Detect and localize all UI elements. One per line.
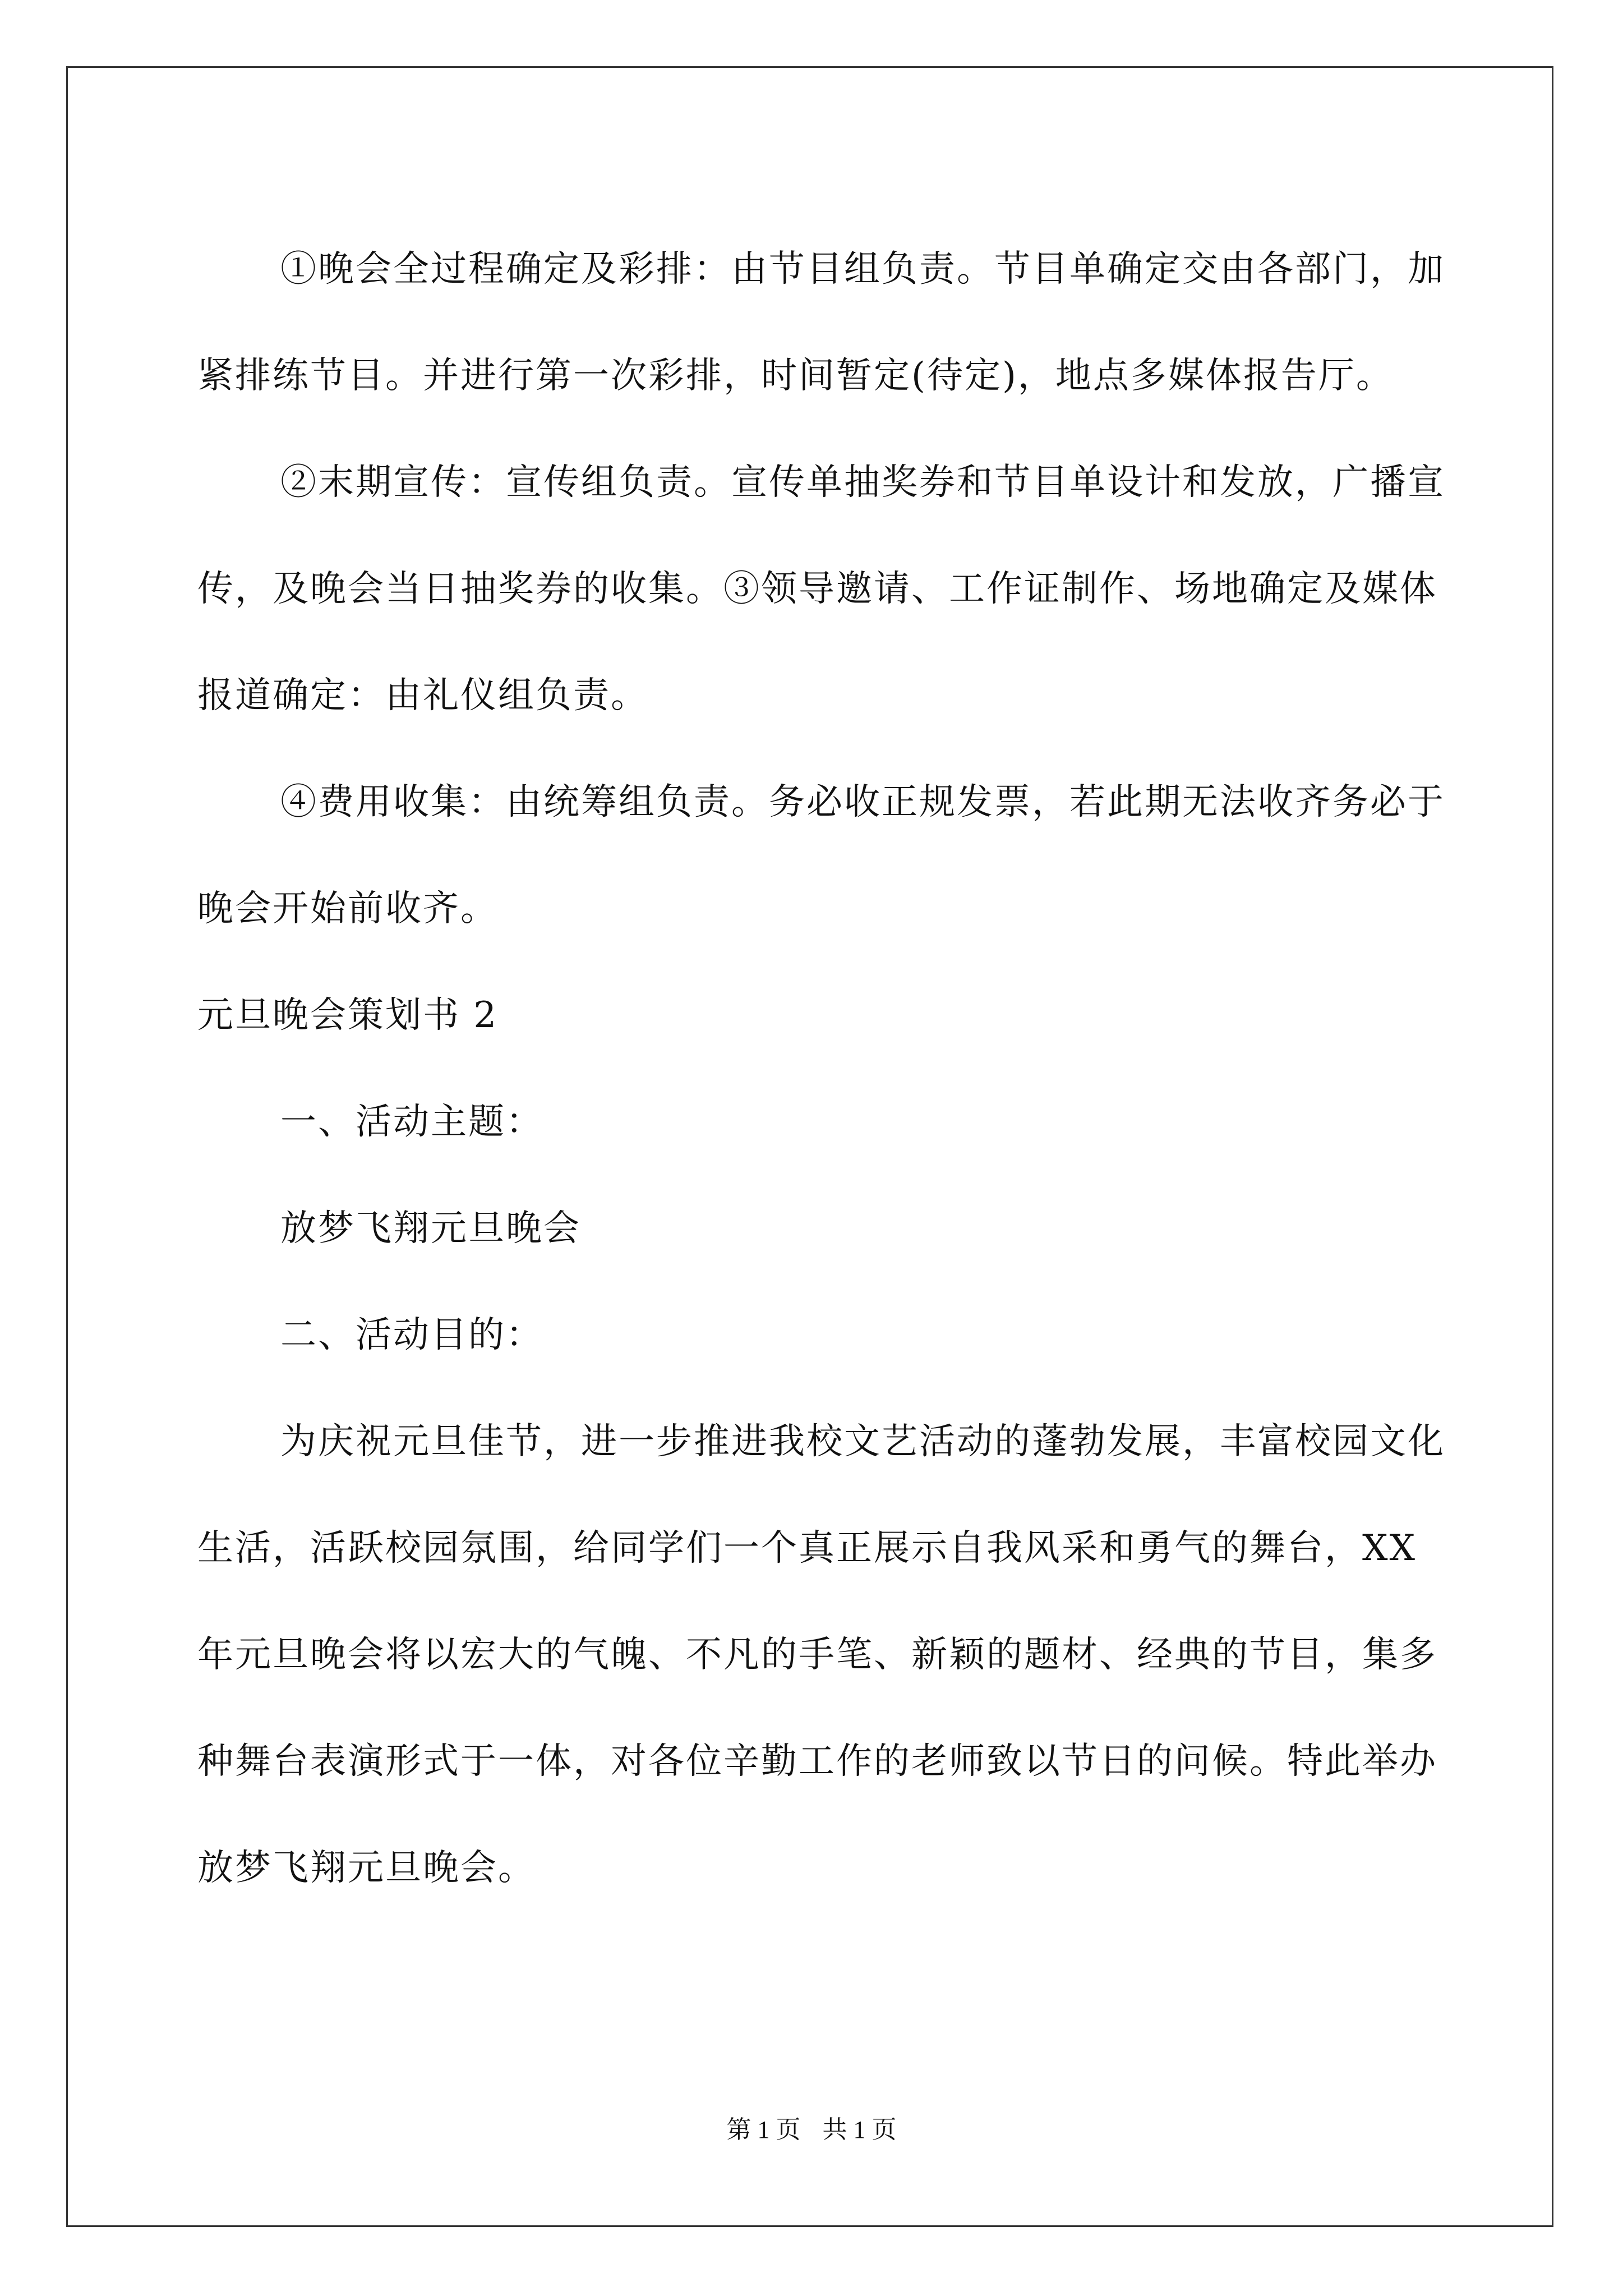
item-purpose-heading: 二、活动目的： <box>280 1314 543 1356</box>
item-theme-value: 放梦飞翔元旦晚会 <box>280 1208 581 1249</box>
page-number: 第 1 页 <box>726 2116 801 2143</box>
paragraph-rehearsal: ①晚会全过程确定及彩排：由节目组负责。节目单确定交由各部门，加紧排练节目。并进行第一次彩排，时间暂定(待定)，地点多媒体报告厅。 <box>197 249 1445 397</box>
section-title: 元旦晚会策划书 2 <box>197 995 499 1036</box>
paragraph-publicity: ②末期宣传：宣传组负责。宣传单抽奖券和节目单设计和发放，广播宣传，及晚会当日抽奖券的收集。③领导邀请、工作证制作、场地确定及媒体报道确定：由礼仪组负责。 <box>197 462 1445 716</box>
item-purpose-body: 为庆祝元旦佳节，进一步推进我校文艺活动的蓬勃发展，丰富校园文化生活，活跃校园氛围，给同学们一个真正展示自我风采和勇气的舞台，XX 年元旦晚会将以宏大的气魄、不凡的手笔、新颖的题材、经典的节目，集多种舞台表演形式于一体，对各位辛勤工作的老师致以节日的问候。特此举办放梦飞翔元旦晚会。 <box>197 1421 1445 1889</box>
paragraph-expenses: ④费用收集：由统筹组负责。务必收正规发票，若此期无法收齐务必于晚会开始前收齐。 <box>197 781 1445 930</box>
page-footer <box>0 2109 1623 2145</box>
document-body <box>197 216 1465 1921</box>
item-theme-heading: 一、活动主题： <box>280 1101 543 1143</box>
page-total: 共 1 页 <box>822 2116 897 2143</box>
